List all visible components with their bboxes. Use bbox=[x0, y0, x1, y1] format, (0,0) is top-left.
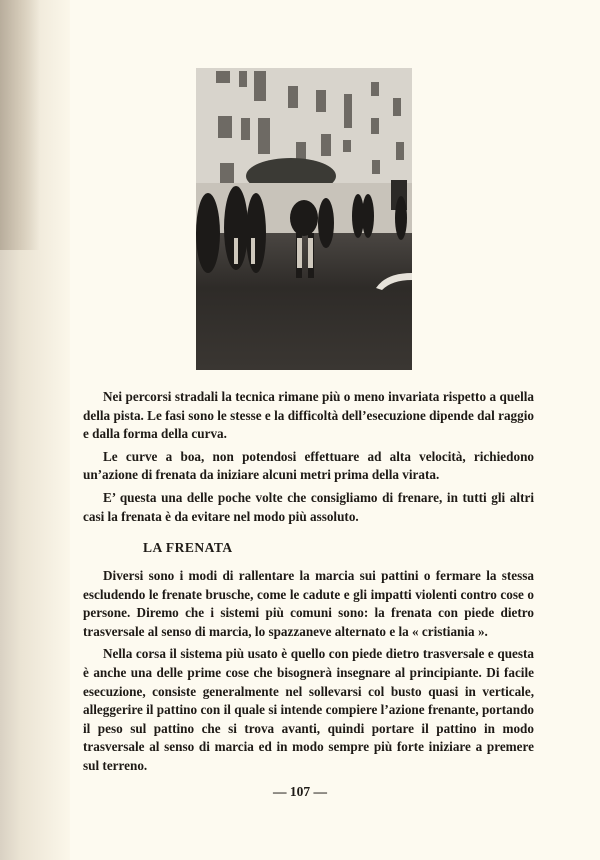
section-heading: LA FRENATA bbox=[143, 540, 233, 555]
paragraph: Nella corsa il sistema più usato è quello con piede dietro trasversale e questa è anche una delle prime cose che bisognerà insegnare al principiante. Di facile esecuzione, consiste generalmente nel sollevarsi col busto quasi in verticale, alleggerire il pattino con il quale si intende compiere l’azione frenante, portando il peso sul pattino che si trova avanti, quindi portare il pattino in modo trasversale al senso di marcia ed in modo sempre più forte iniziare a premere sul terreno. bbox=[83, 646, 534, 773]
section-braking bbox=[83, 567, 534, 776]
section-road-curves bbox=[83, 388, 534, 526]
paragraph: Le curve a boa, non potendosi effettuare ad alta velocità, richiedono un’azione di frenata da iniziare alcuni metri prima della virata. bbox=[83, 448, 534, 483]
page-edge-shadow bbox=[0, 0, 40, 250]
paragraph: Nei percorsi stradali la tecnica rimane più o meno invariata rispetto a quella della pista. Le fasi sono le stesse e la difficoltà dell’esecuzione dipende dal raggio e dalla forma della curva. bbox=[83, 389, 534, 442]
photo-image bbox=[196, 68, 412, 370]
page-number: — 107 — bbox=[273, 784, 327, 799]
paragraph: E’ questa una delle poche volte che consigliamo di frenare, in tutti gli altri casi la frenata è da evitare nel modo più assoluto. bbox=[83, 489, 534, 524]
photo-roller-skaters bbox=[196, 68, 412, 370]
paragraph: Diversi sono i modi di rallentare la marcia sui pattini o fermare la stessa escludendo le frenate brusche, come le cadute e gli impatti violenti contro cose o persone. Diremo che i sistemi più comuni sono: la frenata con piede dietro trasversale al senso di marcia, lo spazzaneve alternato e la « cristiania ». bbox=[83, 568, 534, 639]
